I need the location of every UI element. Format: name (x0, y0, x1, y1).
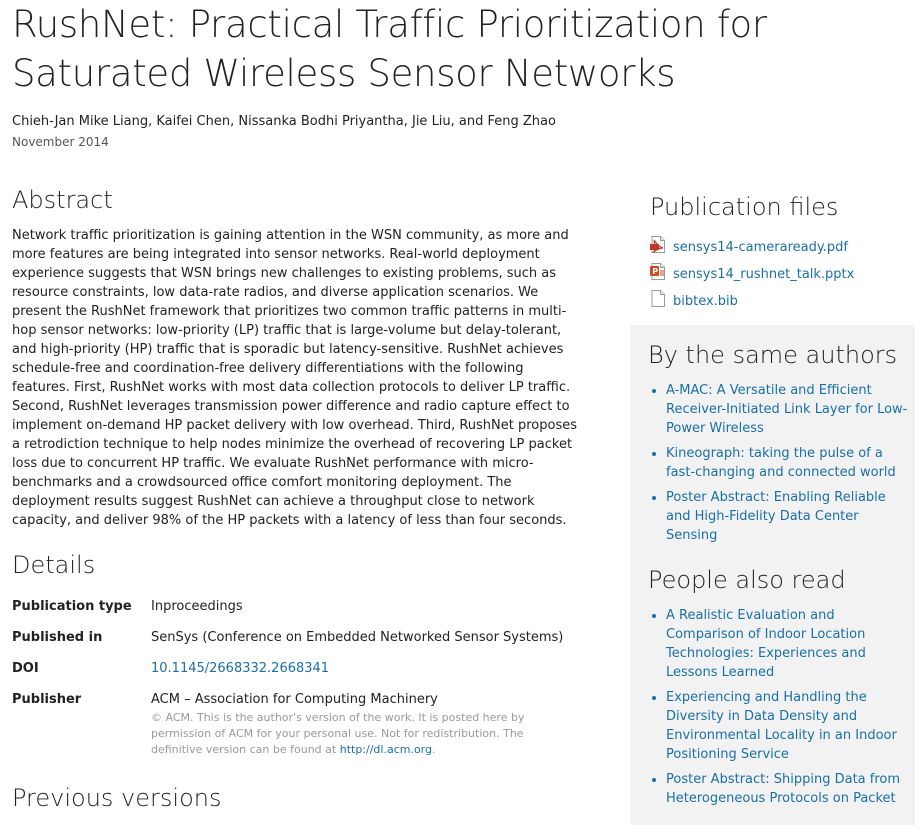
detail-label: Published in (12, 630, 103, 645)
detail-value: ACM – Association for Computing Machinery (151, 692, 438, 707)
publication-files-panel (630, 180, 915, 325)
detail-value: SenSys (Conference on Embedded Networked Sensor Systems) (151, 630, 564, 645)
people-also-read-list (648, 606, 911, 814)
abstract-text: Network traffic prioritization is gaining attention in the WSN community, as more and more features are being integrated into sensor networks. Real-world deployment experience suggests that WSN brings new challenges to existing problems, such as resource constraints, low data-rate radios, and diverse application scenarios. We present the RushNet framework that prioritizes two common traffic patterns in multi-hop sensor networks: low-priority (LP) traffic that is large-volume but delay-tolerant, and high-priority (HP) traffic that is sporadic but latency-sensitive. RushNet achieves schedule-free and coordination-free delivery differentiations with the following features. First, RushNet works with most data collection protocols to deliver LP traffic. Second, RushNet leverages transmission power difference and radio capture effect to implement on-demand HP packet delivery with low overhead. Third, RushNet proposes a retrodiction technique to help nodes minimize the overhead of recovering LP packet loss due to concurrent HP traffic. We evaluate RushNet performance with micro-benchmarks and a crowdsourced office comfort monitoring deployment. The deployment results suggest RushNet can achieve a throughput close to network capacity, and deliver 98% of the HP packets with a latency of less than four seconds. (12, 228, 578, 528)
acm-dl-link[interactable]: http://dl.acm.org (339, 743, 432, 756)
page-title: RushNet: Practical Traffic Prioritization for Saturated Wireless Sensor Networks (12, 3, 767, 95)
file-link[interactable]: sensys14-cameraready.pdf (673, 240, 848, 255)
people-also-read-heading: People also read (648, 566, 846, 594)
list-item (666, 606, 911, 682)
list-item (666, 488, 911, 545)
details-heading: Details (12, 551, 96, 579)
list-item (666, 770, 911, 808)
authors: Chieh-Jan Mike Liang, Kaifei Chen, Nissanka Bodhi Priyantha, Jie Liu, and Feng Zhao (12, 114, 556, 129)
related-link[interactable]: Experiencing and Handling the Diversity in Data Density and Environmental Locality in an Indoor Positioning Service (666, 690, 897, 762)
related-link[interactable]: Poster Abstract: Shipping Data from Heterogeneous Protocols on Packet (666, 772, 901, 806)
sidebar (630, 180, 915, 820)
copyright-end: . (432, 743, 436, 756)
svg-text:P: P (652, 267, 659, 276)
file-link[interactable]: bibtex.bib (673, 294, 738, 309)
related-link[interactable]: Kineograph: taking the pulse of a fast-changing and connected world (666, 446, 896, 480)
same-authors-list (648, 381, 911, 551)
previous-versions-heading: Previous versions (12, 784, 222, 812)
same-authors-heading: By the same authors (648, 341, 898, 369)
file-row-bib[interactable] (650, 290, 738, 312)
file-link[interactable]: sensys14_rushnet_talk.pptx (673, 267, 855, 282)
pptx-icon (650, 263, 666, 285)
copyright-text: © ACM. This is the author's version of the work. It is posted here by permission of ACM for your personal use. Not for redistribution. The definitive version can be found at (151, 711, 525, 756)
related-link[interactable]: Poster Abstract: Enabling Reliable and High-Fidelity Data Center Sensing (666, 490, 886, 543)
abstract-heading: Abstract (12, 186, 113, 214)
publication-date: November 2014 (12, 135, 109, 149)
related-panel (630, 325, 915, 825)
doi-link[interactable]: 10.1145/2668332.2668341 (151, 661, 330, 676)
copyright-note (151, 710, 541, 758)
list-item (666, 444, 911, 482)
detail-value: Inproceedings (151, 599, 243, 614)
list-item (666, 688, 911, 764)
list-item (666, 381, 911, 438)
file-row-pdf[interactable] (650, 236, 848, 258)
detail-label: Publication type (12, 599, 132, 614)
publication-files-heading: Publication files (650, 193, 839, 221)
detail-value (151, 659, 329, 678)
related-link[interactable]: A-MAC: A Versatile and Efficient Receiver-Initiated Link Layer for Low-Power Wireless (666, 383, 908, 436)
file-row-pptx[interactable] (650, 263, 854, 285)
detail-label: DOI (12, 661, 39, 676)
detail-label: Publisher (12, 692, 82, 707)
pdf-icon (650, 236, 666, 258)
file-icon (650, 290, 666, 312)
related-link[interactable]: A Realistic Evaluation and Comparison of Indoor Location Technologies: Experiences and Lessons Learned (666, 608, 866, 680)
